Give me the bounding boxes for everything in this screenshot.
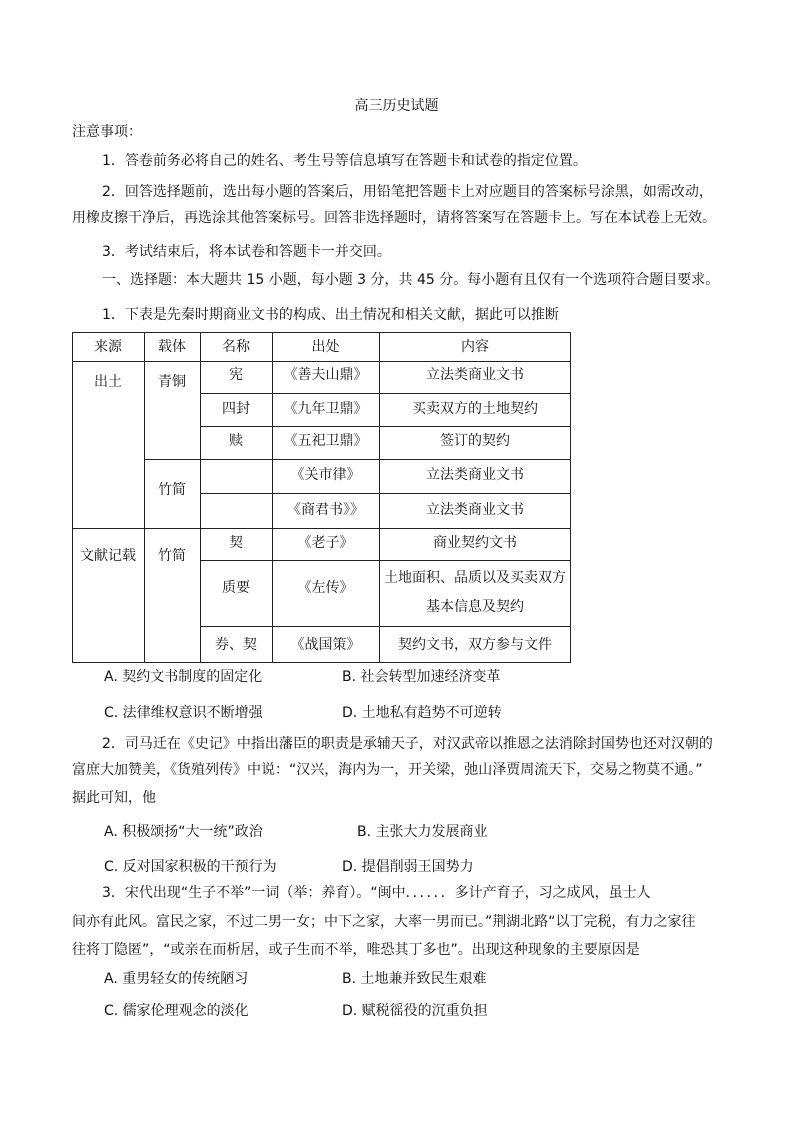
table-cell-origin: 《关市律》 xyxy=(290,467,361,483)
q2-option-d: D. 提倡削弱王国势力 xyxy=(342,859,474,875)
cell-carrier-bamboo: 竹简 xyxy=(158,548,186,564)
notice-item-2-cont: 用橡皮擦干净后，再选涂其他答案标号。回答非选择题时，请将答案写在答题卡上。写在本试卷上无效。 xyxy=(72,210,716,226)
q3-stem-line-2: 间亦有此风。富民之家，不过二男一女；中下之家，大率一男而已。”荆湖北路“以丁完税，有力之家往 xyxy=(72,914,696,930)
table-cell-content: 土地面积、品质以及买卖双方 xyxy=(384,570,566,586)
q3-option-d: D. 赋税徭役的沉重负担 xyxy=(342,1003,488,1019)
q3-option-a: A. 重男轻女的传统陋习 xyxy=(104,971,249,987)
table-cell-origin: 《左传》 xyxy=(297,580,354,596)
q2-stem-line-1: 2．司马迁在《史记》中指出藩臣的职责是承辅天子，对汉武帝以推恩之法消除封国势也还对汉朝的 xyxy=(102,736,713,752)
table-cell-origin: 《商君书》》 xyxy=(287,502,364,518)
table-cell-content: 契约文书，双方参与文件 xyxy=(398,637,552,653)
table-cell-origin: 《善夫山鼎》 xyxy=(283,367,368,383)
q2-option-b: B. 主张大力发展商业 xyxy=(357,824,488,840)
cell-carrier-bronze: 青铜 xyxy=(158,374,186,390)
header-source-type: 来源 xyxy=(94,339,122,355)
table-cell-content: 立法类商业文书 xyxy=(426,367,524,383)
q2-stem-line-3: 据此可知，他 xyxy=(72,790,156,806)
table-cell-content: 商业契约文书 xyxy=(433,535,517,551)
table-cell-name: 赎 xyxy=(229,433,243,449)
table-cell-name: 契 xyxy=(229,535,243,551)
cell-source-unearthed: 出土 xyxy=(94,374,122,390)
q3-stem-line-1: 3．宋代出现“生子不举”一词（举：养育）。“闽中．．．．．．多计产育子，习之成风，虽士人 xyxy=(102,885,651,901)
table-cell-name: 四封 xyxy=(222,401,250,417)
table-cell-origin: 《五祀卫鼎》 xyxy=(283,433,368,449)
page-title: 高三历史试题 xyxy=(354,98,439,114)
header-name: 名称 xyxy=(222,339,250,355)
q1-stem: 1．下表是先秦时期商业文书的构成、出土情况和相关文献，据此可以推断 xyxy=(102,307,559,323)
table-cell-content: 买卖双方的土地契约 xyxy=(412,401,538,417)
q1-table xyxy=(72,332,571,663)
table-cell-content: 签订的契约 xyxy=(440,433,510,449)
header-carrier: 载体 xyxy=(158,339,186,355)
table-cell-content: 基本信息及契约 xyxy=(426,599,524,615)
table-cell-origin: 《老子》 xyxy=(297,535,354,551)
table-cell-content: 立法类商业文书 xyxy=(426,502,524,518)
q2-stem-line-2: 富庶大加赞美，《货殖列传》中说：“汉兴，海内为一，开关梁，弛山泽贾周流天下，交易之物莫不通。” xyxy=(72,762,703,778)
notice-item-1: 1．答卷前务必将自己的姓名、考生号等信息填写在答题卡和试卷的指定位置。 xyxy=(102,153,587,169)
table-cell-origin: 《九年卫鼎》 xyxy=(283,401,368,417)
notice-heading: 注意事项： xyxy=(72,124,142,140)
table-cell-origin: 《战国策》 xyxy=(290,637,361,653)
header-content: 内容 xyxy=(461,339,489,355)
table-cell-name: 宪 xyxy=(229,367,243,383)
header-origin: 出处 xyxy=(311,339,340,355)
cell-source-literature: 文献记载 xyxy=(80,548,136,564)
table-cell-name: 券、契 xyxy=(215,637,257,653)
q3-option-b: B. 土地兼并致民生艰难 xyxy=(342,971,487,987)
q1-option-a: A. 契约文书制度的固定化 xyxy=(104,669,263,685)
q1-option-b: B. 社会转型加速经济变革 xyxy=(342,669,501,685)
q3-stem-line-3: 往将丁隐匿”，“或亲在而析居，或子生而不举，唯恐其丁多也”。出现这种现象的主要原因是 xyxy=(72,942,640,958)
q3-option-c: C. 儒家伦理观念的淡化 xyxy=(104,1003,249,1019)
q2-option-a: A. 积极颂扬“大一统”政治 xyxy=(104,824,263,840)
q1-option-c: C. 法律维权意识不断增强 xyxy=(104,705,263,721)
notice-item-3: 3．考试结束后，将本试卷和答题卡一并交回。 xyxy=(102,244,391,260)
table-cell-name: 质要 xyxy=(222,580,250,596)
notice-item-2: 2．回答选择题前，选出每小题的答案后，用铅笔把答题卡上对应题目的答案标号涂黑，如需改动， xyxy=(102,184,713,200)
q1-option-d: D. 土地私有趋势不可逆转 xyxy=(342,705,502,721)
cell-carrier-bamboo: 竹简 xyxy=(158,482,186,498)
q2-option-c: C. 反对国家积极的干预行为 xyxy=(104,859,277,875)
table-cell-content: 立法类商业文书 xyxy=(426,467,524,483)
section-heading: 一、选择题：本大题共 15 小题，每小题 3 分，共 45 分。每小题有且仅有一个选项符合题目要求。 xyxy=(102,272,720,288)
